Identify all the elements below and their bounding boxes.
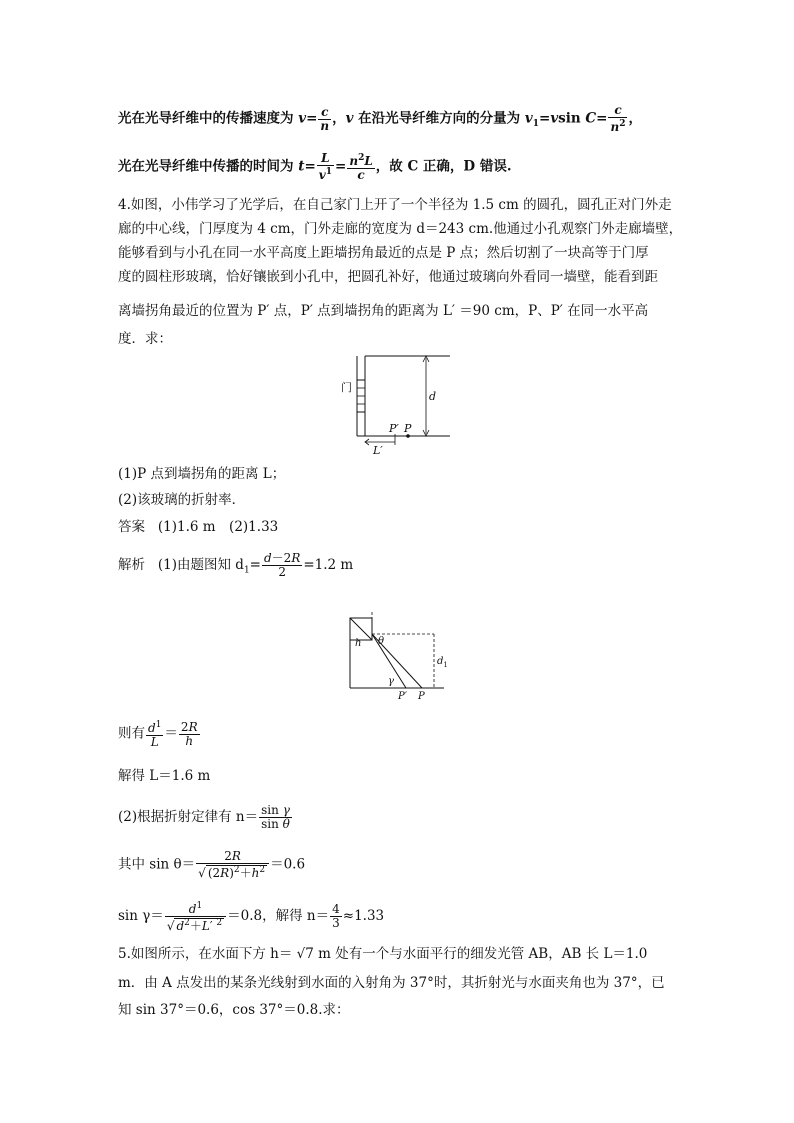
solve-line-1: 解得 L＝1.6 m — [118, 768, 211, 784]
analysis-line: 解析 (1)由题图知 $d_1=$ $\frac{d-2R}{2}$ =1.2 m — [118, 551, 354, 579]
fraction-n2L-over-c: $\frac{n^2L}{c}$ — [349, 153, 373, 182]
then-line: 则有 $\frac{d^1}{L}$ ＝ $\frac{2R}{h}$ — [118, 719, 198, 749]
fraction-L-over-v1: $\frac{L}{v^1}$ — [318, 151, 333, 182]
d-label: d — [429, 390, 437, 403]
P-label: P — [404, 422, 412, 435]
intro-line-1: 光在光导纤维中的传播速度为 v= $\frac{c}{n}$ ，v 在沿光导纤维方向的分量为 $v_1=vsin$ C= $\frac{c}{n^2}$ ， — [118, 103, 642, 134]
fraction-2R-over-sqrt: $\frac{2R}{√ (2R)^2+h^2}$ — [196, 850, 269, 880]
fraction-sin-gamma-over-sin-theta: $\frac{\text{sin γ}}{\text{sin θ}}$ — [261, 803, 290, 831]
Pp-label: P′ — [389, 422, 399, 435]
figure-door-corridor — [335, 350, 475, 457]
intro-line-2: 光在光导纤维中传播的时间为 t= $\frac{L}{v^1}$ = $\frac{n^2L}{c}$ ，故 C 正确，D 错误. — [118, 151, 512, 182]
fraction-d-minus-2R-over-2: $\frac{d-2R}{2}$ — [263, 551, 301, 579]
where-line: 其中 sin θ＝ $\frac{2R}{√ (2R)^2+h^2}$ ＝0.6 — [118, 849, 306, 880]
q5-line-1: 5.如图所示，在水面下方 h＝ √7 m 处有一个与水面平行的细发光管 AB，AB 长 L＝1.0 — [118, 946, 648, 962]
figure-refraction — [342, 612, 452, 702]
gamma-label: γ — [388, 676, 394, 687]
Lp-label: L′ — [373, 444, 383, 457]
q4-line-2: 廊的中心线，门厚度为 4 cm，门外走廊的宽度为 d＝243 cm.他通过小孔观察门外走廊墙壁， — [118, 221, 683, 237]
q4-sub-1: (1)P 点到墙拐角的距离 L； — [118, 466, 286, 482]
door-label: 门 — [341, 381, 352, 394]
fraction-c-over-n: $\frac{c}{n}$ — [320, 104, 330, 133]
q4-line-4: 度的圆柱形玻璃，恰好镶嵌到小孔中，把圆孔补好，他通过玻璃向外看同一墙壁，能看到距 — [118, 269, 658, 285]
P-label-2: P — [418, 691, 425, 702]
fraction-d1-over-sqrt: $\frac{d^1}{√ d^2+L' ^2}$ — [165, 900, 226, 933]
fraction-d1-over-L: $\frac{d^1}{L}$ — [148, 720, 162, 749]
fraction-c-over-n2: $\frac{c}{n^2}$ — [610, 103, 626, 134]
q4-sub-2: (2)该玻璃的折射率． — [118, 492, 246, 508]
theta-label: θ — [378, 636, 385, 647]
Pp-label-2: P′ — [398, 691, 407, 702]
q4-line-5: 离墙拐角最近的位置为 P′ 点，P′ 点到墙拐角的距离为 L′ ＝90 cm，P、P′ 在同一水平高 — [118, 303, 649, 319]
h-label: h — [355, 638, 362, 649]
sin-gamma-line: sin γ＝ $\frac{d^1}{√ d^2+L' ^2}$ ＝0.8，解得 n＝ $\frac{4}{3}$ ≈1.33 — [118, 901, 385, 933]
answer-line: 答案 (1)1.6 m (2)1.33 — [118, 519, 279, 535]
q4-line-3: 能够看到与小孔在同一水平高度上距墙拐角最近的点是 P 点；然后切割了一块高等于门厚 — [118, 245, 649, 261]
q5-line-3: 知 sin 37°＝0.6，cos 37°＝0.8.求： — [118, 1002, 350, 1018]
q4-line-6: 度．求： — [118, 331, 172, 347]
q5-line-2: m．由 A 点发出的某条光线射到水面的入射角为 37°时，其折射光与水面夹角也为 37°，已 — [118, 975, 665, 991]
law-line: (2)根据折射定律有 n＝ $\frac{\text{sin γ}}{\text{sin θ}}$ — [118, 803, 290, 831]
fraction-4-over-3: $\frac{4}{3}$ — [332, 902, 340, 930]
q4-line-1: 4.如图，小伟学习了光学后，在自己家门上开了一个半径为 1.5 cm 的圆孔，圆孔正对门外走 — [118, 197, 672, 213]
fraction-2R-over-h: $\frac{2R}{h}$ — [180, 719, 198, 748]
d1-label: $d_1$ — [437, 656, 448, 669]
